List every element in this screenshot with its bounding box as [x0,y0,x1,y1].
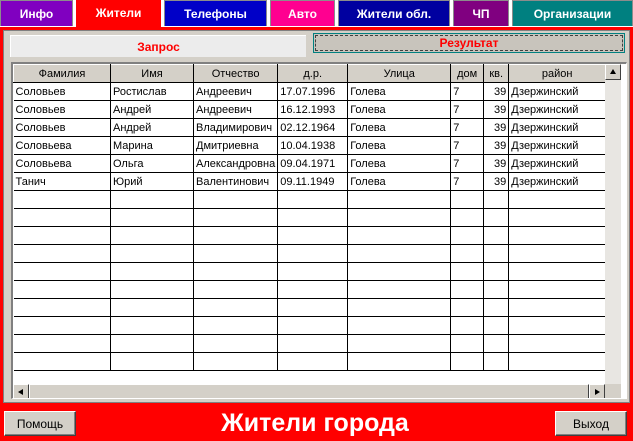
table-cell[interactable] [348,245,451,263]
table-cell[interactable] [278,299,348,317]
empty-table-row[interactable] [14,209,606,227]
table-cell[interactable] [484,353,509,371]
table-cell[interactable] [194,209,278,227]
table-cell[interactable]: 7 [451,83,484,101]
table-cell[interactable] [348,335,451,353]
focus-rect [315,35,623,51]
table-cell[interactable] [14,335,111,353]
top-tab-bar [0,0,633,27]
table-cell[interactable] [451,299,484,317]
table-cell[interactable]: Юрий [111,173,194,191]
tab-auto[interactable]: Авто [270,0,335,26]
col-header[interactable]: Улица [348,65,451,83]
table-cell[interactable] [14,227,111,245]
table-cell[interactable] [348,191,451,209]
tab-region-residents[interactable]: Жители обл. [338,0,450,26]
table-cell[interactable] [509,245,606,263]
tab-incidents[interactable]: ЧП [453,0,509,26]
table-cell[interactable] [194,227,278,245]
table-cell[interactable]: Валентинович [194,173,278,191]
table-cell[interactable] [194,191,278,209]
table-row[interactable] [14,173,606,191]
table-cell[interactable] [278,317,348,335]
table-cell[interactable] [111,299,194,317]
empty-table-row[interactable] [14,299,606,317]
empty-table-row[interactable] [14,281,606,299]
table-cell[interactable] [111,245,194,263]
scroll-right-button[interactable] [589,384,605,399]
arrow-left-icon [17,388,25,396]
table-row[interactable] [14,155,606,173]
table-cell[interactable]: Андреевич [194,101,278,119]
table-cell[interactable] [111,281,194,299]
table-cell[interactable]: Дзержинский [509,83,606,101]
table-cell[interactable]: Голева [348,173,451,191]
table-cell[interactable]: 39 [484,137,509,155]
table-cell[interactable]: Соловьева [14,155,111,173]
table-cell[interactable] [111,191,194,209]
table-cell[interactable] [484,227,509,245]
table-cell[interactable]: Танич [14,173,111,191]
table-cell[interactable] [111,209,194,227]
col-header[interactable]: д.р. [278,65,348,83]
table-cell[interactable] [509,335,606,353]
table-cell[interactable]: Соловьев [14,101,111,119]
col-header[interactable]: Отчество [194,65,278,83]
table-cell[interactable] [451,281,484,299]
table-cell[interactable] [194,245,278,263]
table-cell[interactable] [14,245,111,263]
table-cell[interactable]: Соловьев [14,83,111,101]
table-cell[interactable] [484,245,509,263]
table-cell[interactable] [348,317,451,335]
col-header[interactable]: дом [451,65,484,83]
table-cell[interactable] [484,281,509,299]
table-cell[interactable] [484,209,509,227]
col-header[interactable]: Имя [111,65,194,83]
table-cell[interactable]: 7 [451,137,484,155]
table-cell[interactable] [484,299,509,317]
table-cell[interactable]: 7 [451,173,484,191]
table-cell[interactable]: Андреевич [194,83,278,101]
table-cell[interactable] [509,281,606,299]
table-cell[interactable] [451,245,484,263]
table-cell[interactable] [14,263,111,281]
table-cell[interactable] [278,227,348,245]
table-cell[interactable] [14,353,111,371]
table-cell[interactable]: 02.12.1964 [278,119,348,137]
table-cell[interactable] [484,317,509,335]
table-cell[interactable]: 39 [484,119,509,137]
table-cell[interactable]: Дзержинский [509,155,606,173]
table-cell[interactable] [348,299,451,317]
table-cell[interactable]: Андрей [111,101,194,119]
table-cell[interactable] [509,191,606,209]
table-cell[interactable] [451,317,484,335]
table-cell[interactable]: Голева [348,83,451,101]
table-cell[interactable] [14,317,111,335]
table-cell[interactable] [509,263,606,281]
arrow-right-icon [593,388,601,396]
table-cell[interactable] [278,245,348,263]
table-cell[interactable] [509,299,606,317]
table-cell[interactable]: 39 [484,173,509,191]
table-cell[interactable] [194,263,278,281]
table-cell[interactable] [111,263,194,281]
empty-table-row[interactable] [14,263,606,281]
subtab-result[interactable] [313,33,625,53]
table-cell[interactable] [194,299,278,317]
table-cell[interactable]: Александровна [194,155,278,173]
table-cell[interactable] [484,335,509,353]
scroll-thumb[interactable] [29,384,589,399]
table-cell[interactable]: 16.12.1993 [278,101,348,119]
table-cell[interactable] [278,335,348,353]
arrow-up-icon [609,68,617,76]
table-cell[interactable]: 39 [484,155,509,173]
table-cell[interactable]: Дзержинский [509,173,606,191]
page-title: Жители города [221,408,409,437]
table-cell[interactable] [194,281,278,299]
table-cell[interactable] [348,281,451,299]
table-cell[interactable] [484,263,509,281]
table-cell[interactable] [278,263,348,281]
table-cell[interactable]: 39 [484,101,509,119]
table-cell[interactable] [348,353,451,371]
table-cell[interactable]: Ростислав [111,83,194,101]
table-cell[interactable] [451,353,484,371]
table-cell[interactable] [509,317,606,335]
table-cell[interactable]: 10.04.1938 [278,137,348,155]
table-cell[interactable] [194,353,278,371]
vertical-scrollbar[interactable] [605,64,621,384]
table-cell[interactable]: Ольга [111,155,194,173]
table-cell[interactable]: Голева [348,155,451,173]
table-cell[interactable]: Соловьева [14,137,111,155]
table-cell[interactable] [451,263,484,281]
table-cell[interactable] [278,281,348,299]
table-cell[interactable]: 39 [484,83,509,101]
table-cell[interactable] [451,227,484,245]
col-header[interactable]: район [509,65,606,83]
empty-table-row[interactable] [14,191,606,209]
table-cell[interactable] [451,191,484,209]
table-cell[interactable]: 7 [451,101,484,119]
table-cell[interactable] [111,227,194,245]
table-cell[interactable]: 09.04.1971 [278,155,348,173]
subtab-result-label: Результат [439,36,499,50]
results-grid[interactable] [11,62,627,399]
table-cell[interactable] [14,299,111,317]
table-cell[interactable]: Дзержинский [509,119,606,137]
scroll-up-button[interactable] [605,64,621,80]
table-cell[interactable]: Голева [348,137,451,155]
table-cell[interactable] [509,227,606,245]
table-cell[interactable] [451,335,484,353]
table-row[interactable] [14,83,606,101]
scrollbar-corner [605,384,621,399]
col-header[interactable]: кв. [484,65,509,83]
table-row[interactable] [14,119,606,137]
empty-table-row[interactable] [14,245,606,263]
table-cell[interactable]: Марина [111,137,194,155]
table-cell[interactable]: Дзержинский [509,101,606,119]
table-cell[interactable] [111,353,194,371]
subtab-query[interactable]: Запрос [10,35,306,57]
table-cell[interactable]: Андрей [111,119,194,137]
table-cell[interactable] [194,335,278,353]
table-cell[interactable] [111,335,194,353]
table-cell[interactable] [14,209,111,227]
horizontal-scrollbar[interactable] [13,384,605,399]
empty-table-row[interactable] [14,227,606,245]
table-cell[interactable]: Дзержинский [509,137,606,155]
exit-button[interactable]: Выход [555,411,627,436]
table-cell[interactable] [111,317,194,335]
table-cell[interactable]: Владимирович [194,119,278,137]
table-cell[interactable]: 17.07.1996 [278,83,348,101]
empty-table-row[interactable] [14,335,606,353]
table-cell[interactable] [348,263,451,281]
table-row[interactable] [14,137,606,155]
table-cell[interactable] [509,353,606,371]
empty-table-row[interactable] [14,353,606,371]
tab-info[interactable]: Инфо [0,0,73,26]
table-cell[interactable] [348,227,451,245]
table-cell[interactable] [278,209,348,227]
table-cell[interactable]: Голева [348,101,451,119]
table-row[interactable] [14,101,606,119]
table-cell[interactable]: Дмитриевна [194,137,278,155]
table-cell[interactable] [278,191,348,209]
help-button[interactable]: Помощь [4,411,76,436]
table-cell[interactable]: 7 [451,155,484,173]
table-cell[interactable] [14,191,111,209]
tab-organizations[interactable]: Организации [512,0,633,26]
empty-table-row[interactable] [14,317,606,335]
table-cell[interactable]: 7 [451,119,484,137]
results-table [13,64,606,371]
table-cell[interactable]: Голева [348,119,451,137]
table-cell[interactable] [194,317,278,335]
table-cell[interactable] [348,209,451,227]
table-cell[interactable] [484,191,509,209]
table-cell[interactable] [14,281,111,299]
table-cell[interactable] [509,209,606,227]
tab-phones[interactable]: Телефоны [164,0,267,26]
col-header[interactable]: Фамилия [14,65,111,83]
table-cell[interactable]: Соловьев [14,119,111,137]
scroll-left-button[interactable] [13,384,29,399]
residents-panel [3,30,630,403]
table-header-row [14,65,606,83]
tab-residents[interactable]: Жители [76,0,161,30]
table-cell[interactable] [451,209,484,227]
table-cell[interactable]: 09.11.1949 [278,173,348,191]
table-cell[interactable] [278,353,348,371]
